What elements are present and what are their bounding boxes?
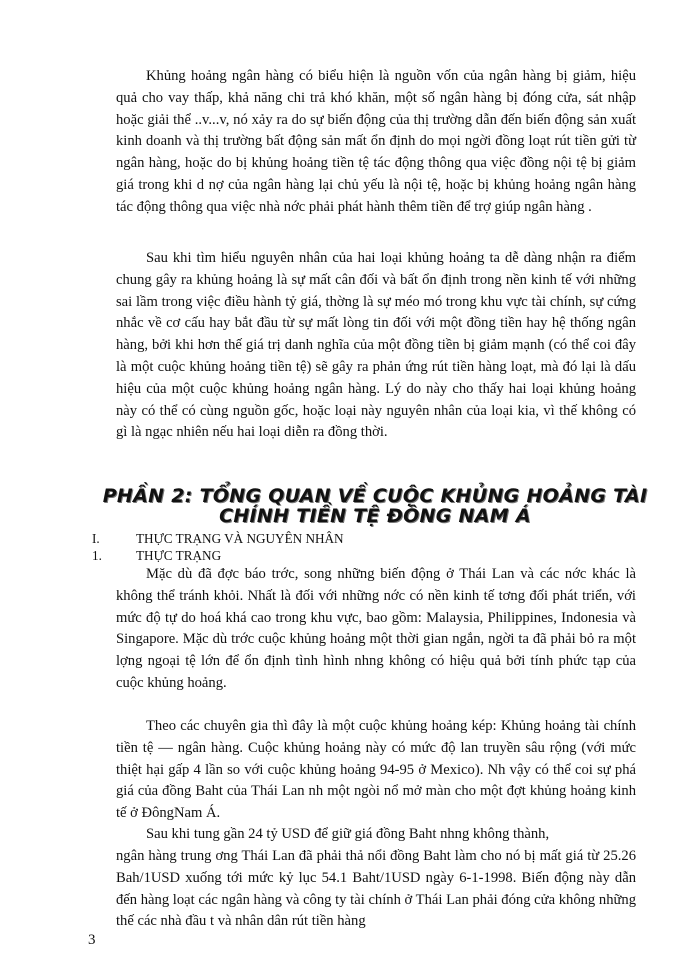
paragraph-double-crisis: Theo các chuyên gia thì đây là một cuộc khủng hoảng kép: Khủng hoảng tài chính tiền tệ — ngân hàng. Cuộc khủng hoảng này có mức độ lan truyền sâu rộng (với mức thiệt hại gấp 4 lần so với cuộc khủng hoảng 94-95 ở Mexico). Nh vậy có thể coi sự phá giá của đồng Baht của Thái Lan nh một ngòi nổ mở màn cho một đợt khủng hoảng kinh tế ở ĐôngNam Á. bbox=[116, 718, 636, 822]
part-2-heading-line-1: PHẦN 2: TỔNG QUAN VỀ CUỘC KHỦNG HOẢNG TÀI bbox=[102, 485, 648, 507]
section-heading-1 bbox=[92, 547, 652, 565]
section-number: I. bbox=[92, 531, 100, 546]
part-2-heading-line-2: CHÍNH TIỀN TỆ ĐÔNG NAM Á bbox=[219, 505, 531, 527]
paragraph-baht-float-first-line: Sau khi tung gần 24 tỷ USD để giữ giá đồng Baht nhng không thành, bbox=[146, 826, 550, 842]
paragraph-banking-crisis: Khủng hoảng ngân hàng có biểu hiện là nguồn vốn của ngân hàng bị giảm, hiệu quả cho vay thấp, khả năng chi trả khó khăn, một số ngân hàng bị đóng cửa, sát nhập hoặc giải thể ..v...v, nó xảy ra do sự biến động của thị trường dẫn đến biến động sản xuất kinh doanh và thị trường bất động sản mất ổn định do mọi ngời đồng loạt rút tiền gửi từ ngân hàng, hoặc do bị khủng hoảng tiền tệ tác động thông qua việc đồng nội tệ bị giảm giá trong khi d nợ của ngân hàng lại chủ yếu là nội tệ, hoặc bị khủng hoảng ngân hàng tác động thông qua việc nhà nớc phải phát hành thêm tiền để trợ giúp ngân hàng . bbox=[116, 68, 636, 215]
part-2-heading bbox=[100, 486, 650, 526]
paragraph-common-causes: Sau khi tìm hiểu nguyên nhân của hai loại khủng hoảng ta dễ dàng nhận ra điểm chung gây ra khủng hoảng là sự mất cân đối và bất ổn định trong nền kinh tế với những sai lầm trong việc điều hành tỷ giá, thờng là sự méo mó trong khu vực tài chính, sự cứng nhắc về cơ cấu hay bắt đầu từ sự mất lòng tin đối với một đồng tiền hay hệ thống ngân hàng, bởi khi hơn thế giá trị danh nghĩa của một đồng tiền bị giảm mạnh (có thể coi đây là một cuộc khủng hoảng tiền tệ) sẽ gây ra phản ứng rút tiền hàng loạt, mà đó lại là dấu hiệu của một cuộc khủng hoảng ngân hàng. Lý do này cho thấy hai loại khủng hoảng này có thể có cùng nguồn gốc, hoặc loại này nguyên nhân của loại kia, vì thế không có gì là ngạc nhiên nếu hai loại diễn ra đồng thời. bbox=[116, 250, 636, 441]
paragraph-baht-float: ngân hàng trung ơng Thái Lan đã phải thả nổi đồng Baht làm cho nó bị mất giá từ 25.26 Bah/1USD xuống tới mức kỷ lục 54.1 Baht/1USD ngày 6-1-1998. Biến động này dẫn đến hàng loạt các ngân hàng và công ty tài chính ở Thái Lan phải đóng cửa không những thế các nhà đầu t và nhân dân rút tiền hàng bbox=[116, 848, 636, 930]
paragraph-current-situation: Mặc dù đã đợc báo trớc, song những biến động ở Thái Lan và các nớc khác là không thể tránh khỏi. Nhất là đối với những nớc có nền kinh tế tơng đối phát triển, với mức độ tự do hoá khá cao trong khu vực, bao gồm: Malaysia, Philippines, Indonesia và Singapore. Mặc dù trớc cuộc khủng hoảng một thời gian ngắn, ngời ta đã phải bỏ ra một lợng ngoại tệ lớn để ổn định tình hình nhng không có hiệu quả bởi tính phức tạp của cuộc khủng hoảng. bbox=[116, 566, 636, 691]
section-title: THỰC TRẠNG VÀ NGUYÊN NHÂN bbox=[136, 531, 344, 546]
section-number: 1. bbox=[92, 548, 102, 563]
section-heading-i bbox=[92, 530, 652, 548]
section-title: THỰC TRẠNG bbox=[136, 548, 222, 563]
page-number: 3 bbox=[88, 932, 96, 948]
